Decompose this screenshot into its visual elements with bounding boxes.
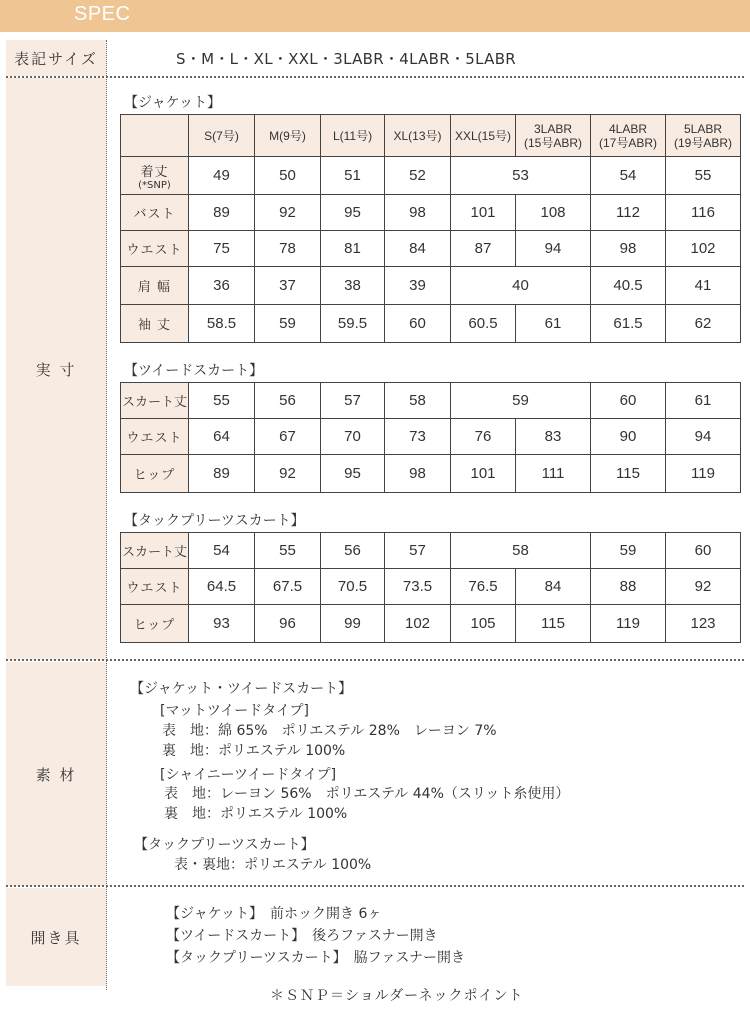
table-cell: 101 <box>451 455 516 493</box>
footnote: ＊ＳＮＰ＝ショルダーネックポイント <box>270 988 524 1004</box>
table-cell: 115 <box>591 455 666 493</box>
tweed-skirt-table <box>120 382 741 493</box>
row-header: 袖 丈 <box>121 305 189 343</box>
column-header <box>516 115 591 157</box>
table-cell: 95 <box>321 195 385 231</box>
column-header: S(7号) <box>189 115 255 157</box>
column-header-size: 4LABR <box>608 121 648 136</box>
table-cell: 102 <box>385 605 451 643</box>
table-cell: 52 <box>385 157 451 195</box>
table-cell: 90 <box>591 419 666 455</box>
table-cell: 99 <box>321 605 385 643</box>
table-cell: 119 <box>591 605 666 643</box>
table-cell: 89 <box>189 455 255 493</box>
row-header: ウエスト <box>121 419 189 455</box>
table-cell: 98 <box>385 455 451 493</box>
row-header: ヒップ <box>121 455 189 493</box>
column-header: L(11号) <box>321 115 385 157</box>
table-cell: 57 <box>385 533 451 569</box>
row-header: バスト <box>121 195 189 231</box>
table-row <box>121 569 741 605</box>
matte-lining: 裏 地：ポリエステル 100% <box>162 743 346 759</box>
table-cell: 94 <box>516 231 591 267</box>
row-divider <box>6 76 744 78</box>
table-cell: 73.5 <box>385 569 451 605</box>
table-row <box>121 305 741 343</box>
table-cell: 123 <box>666 605 741 643</box>
row-header: ヒップ <box>121 605 189 643</box>
table-cell: 60 <box>666 533 741 569</box>
opening-label: 開き具 <box>6 888 106 986</box>
table-cell: 92 <box>666 569 741 605</box>
table-cell: 67.5 <box>255 569 321 605</box>
table-cell: 59.5 <box>321 305 385 343</box>
table-cell: 54 <box>189 533 255 569</box>
column-header-alt: (15号ABR) <box>523 135 582 150</box>
table-cell: 41 <box>666 267 741 305</box>
table-cell: 61.5 <box>591 305 666 343</box>
table-cell: 81 <box>321 231 385 267</box>
table-cell: 98 <box>591 231 666 267</box>
table-cell: 108 <box>516 195 591 231</box>
table-cell: 70 <box>321 419 385 455</box>
shiny-tweed-title: [シャイニーツイードタイプ] <box>160 767 337 783</box>
row-divider <box>6 885 744 887</box>
table-cell: 78 <box>255 231 321 267</box>
row-header: 肩 幅 <box>121 267 189 305</box>
material-jacket-title: 【ジャケット・ツイードスカート】 <box>130 681 353 697</box>
table-cell: 102 <box>666 231 741 267</box>
column-header-alt: (17号ABR) <box>598 135 657 150</box>
table-cell: 73 <box>385 419 451 455</box>
row-header: ウエスト <box>121 569 189 605</box>
size-list: S・M・L・XL・XXL・3LABR・4LABR・5LABR <box>176 50 517 68</box>
table-cell: 92 <box>255 195 321 231</box>
table-cell: 59 <box>591 533 666 569</box>
matte-tweed-title: [マットツイードタイプ] <box>160 703 309 719</box>
column-header-size: 5LABR <box>683 121 723 136</box>
table-row <box>121 195 741 231</box>
table-cell: 84 <box>385 231 451 267</box>
table-row <box>121 455 741 493</box>
row-header: スカート丈 <box>121 383 189 419</box>
row-header-sub: (*SNP) <box>138 179 171 191</box>
table-cell: 36 <box>189 267 255 305</box>
table-cell: 76 <box>451 419 516 455</box>
opening-tweed-skirt: 【ツイードスカート】 後ろファスナー開き <box>166 928 438 944</box>
material-label: 素 材 <box>6 662 106 886</box>
table-cell: 40 <box>451 267 591 305</box>
table-cell: 38 <box>321 267 385 305</box>
table-cell: 58 <box>385 383 451 419</box>
spec-header-bar <box>0 0 750 32</box>
table-cell: 87 <box>451 231 516 267</box>
row-header <box>121 157 189 195</box>
material-tuck-title: 【タックプリーツスカート】 <box>134 837 315 853</box>
table-cell: 92 <box>255 455 321 493</box>
table-cell: 115 <box>516 605 591 643</box>
table-cell: 61 <box>516 305 591 343</box>
column-header: M(9号) <box>255 115 321 157</box>
table-cell: 64 <box>189 419 255 455</box>
table-cell: 88 <box>591 569 666 605</box>
shiny-outer-fabric: 表 地：レーヨン 56% ポリエステル 44%（スリット糸使用） <box>164 786 570 802</box>
table-row <box>121 605 741 643</box>
row-divider <box>6 659 744 661</box>
table-cell: 59 <box>451 383 591 419</box>
table-cell: 67 <box>255 419 321 455</box>
jacket-table <box>120 114 741 343</box>
column-divider <box>106 40 107 990</box>
table-cell: 112 <box>591 195 666 231</box>
column-header <box>591 115 666 157</box>
table-cell: 93 <box>189 605 255 643</box>
table-cell: 37 <box>255 267 321 305</box>
table-cell: 94 <box>666 419 741 455</box>
table-cell: 54 <box>591 157 666 195</box>
column-header-alt: (19号ABR) <box>673 135 732 150</box>
table-cell: 89 <box>189 195 255 231</box>
table-cell: 70.5 <box>321 569 385 605</box>
column-header: XXL(15号) <box>451 115 516 157</box>
table-cell: 116 <box>666 195 741 231</box>
table-cell: 60.5 <box>451 305 516 343</box>
table-cell: 84 <box>516 569 591 605</box>
tuck-skirt-table-title: 【タックプリーツスカート】 <box>124 513 305 529</box>
table-cell: 111 <box>516 455 591 493</box>
table-cell: 83 <box>516 419 591 455</box>
table-row <box>121 157 741 195</box>
table-cell: 119 <box>666 455 741 493</box>
table-cell: 56 <box>255 383 321 419</box>
table-cell: 55 <box>255 533 321 569</box>
shiny-lining: 裏 地：ポリエステル 100% <box>164 806 348 822</box>
table-cell: 50 <box>255 157 321 195</box>
table-corner <box>121 115 189 157</box>
tweed-skirt-table-title: 【ツイードスカート】 <box>124 363 264 379</box>
table-cell: 55 <box>189 383 255 419</box>
opening-jacket: 【ジャケット】 前ホック開き 6ヶ <box>166 906 382 922</box>
row-header-label: 着丈 <box>140 164 169 180</box>
table-cell: 40.5 <box>591 267 666 305</box>
table-cell: 101 <box>451 195 516 231</box>
tuck-fabric: 表・裏地：ポリエステル 100% <box>174 857 372 873</box>
table-cell: 58 <box>451 533 591 569</box>
table-cell: 105 <box>451 605 516 643</box>
opening-tuck-skirt: 【タックプリーツスカート】 脇ファスナー開き <box>166 950 466 966</box>
table-cell: 75 <box>189 231 255 267</box>
table-cell: 60 <box>385 305 451 343</box>
table-cell: 95 <box>321 455 385 493</box>
table-cell: 96 <box>255 605 321 643</box>
table-cell: 59 <box>255 305 321 343</box>
table-row <box>121 533 741 569</box>
table-cell: 60 <box>591 383 666 419</box>
table-cell: 57 <box>321 383 385 419</box>
table-row <box>121 231 741 267</box>
jacket-table-title: 【ジャケット】 <box>124 95 222 111</box>
table-row <box>121 383 741 419</box>
matte-outer-fabric: 表 地：綿 65% ポリエステル 28% レーヨン 7% <box>162 723 497 739</box>
row-header: ウエスト <box>121 231 189 267</box>
table-cell: 62 <box>666 305 741 343</box>
column-header-size: 3LABR <box>533 121 573 136</box>
column-header: XL(13号) <box>385 115 451 157</box>
jacket-header-row <box>121 115 741 157</box>
table-cell: 39 <box>385 267 451 305</box>
table-cell: 58.5 <box>189 305 255 343</box>
table-cell: 53 <box>451 157 591 195</box>
row-header: スカート丈 <box>121 533 189 569</box>
table-cell: 51 <box>321 157 385 195</box>
measure-label: 実 寸 <box>6 78 106 660</box>
spec-title: SPEC <box>74 3 131 25</box>
table-cell: 64.5 <box>189 569 255 605</box>
table-row <box>121 267 741 305</box>
table-cell: 98 <box>385 195 451 231</box>
table-cell: 61 <box>666 383 741 419</box>
tuck-skirt-table <box>120 532 741 643</box>
table-cell: 49 <box>189 157 255 195</box>
table-cell: 55 <box>666 157 741 195</box>
size-label: 表記サイズ <box>6 40 106 76</box>
table-cell: 56 <box>321 533 385 569</box>
table-cell: 76.5 <box>451 569 516 605</box>
column-header <box>666 115 741 157</box>
table-row <box>121 419 741 455</box>
